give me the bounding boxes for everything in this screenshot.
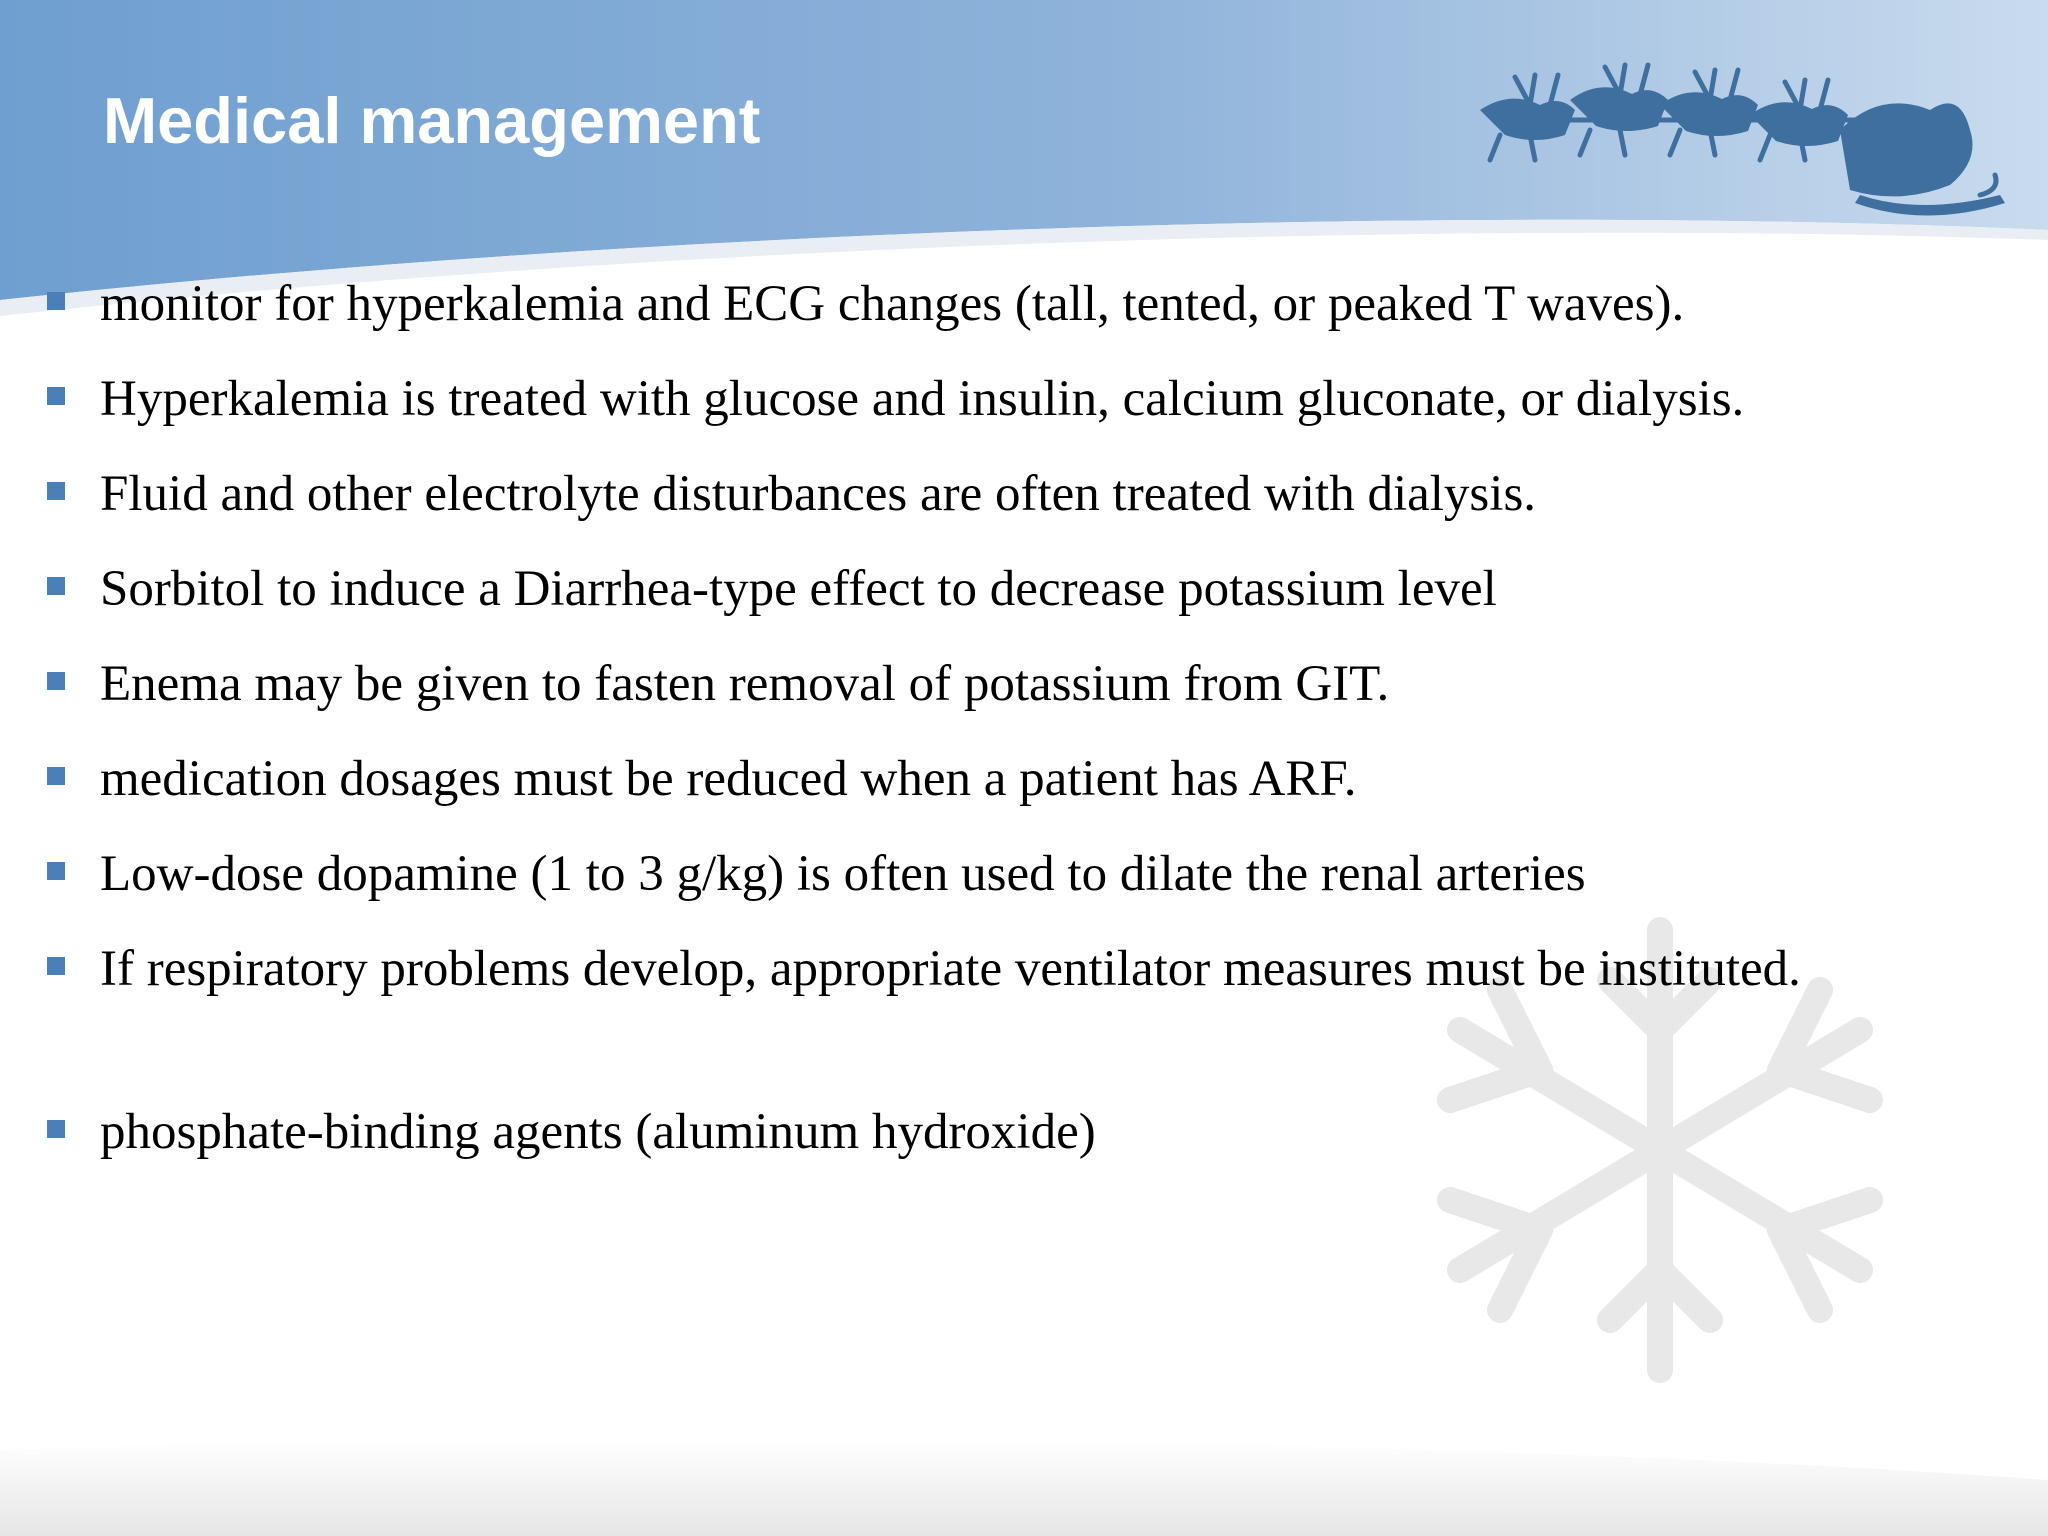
- page-title: Medical management: [103, 84, 761, 157]
- bullet-text: If respiratory problems develop, appropriate ventilator measures must be instituted.: [100, 941, 1801, 997]
- square-bullet-icon: [47, 672, 65, 690]
- bullet-text: Low-dose dopamine (1 to 3 g/kg) is often used to dilate the renal arteries: [100, 846, 1586, 902]
- footer-band: [0, 1440, 2048, 1536]
- bullet-text: Hyperkalemia is treated with glucose and insulin, calcium gluconate, or dialysis.: [100, 371, 1745, 427]
- reindeer-sleigh-icon: [1460, 20, 2020, 260]
- square-bullet-icon: [47, 482, 65, 500]
- bullet-text: Enema may be given to fasten removal of potassium from GIT.: [100, 656, 1390, 712]
- square-bullet-icon: [47, 862, 65, 880]
- bullet-text: monitor for hyperkalemia and ECG changes (tall, tented, or peaked T waves).: [100, 276, 1685, 332]
- square-bullet-icon: [47, 957, 65, 975]
- bullet-text: medication dosages must be reduced when a patient has ARF.: [100, 751, 1357, 807]
- bullet-text: Fluid and other electrolyte disturbances are often treated with dialysis.: [100, 466, 1537, 522]
- bullet-text: phosphate-binding agents (aluminum hydroxide): [100, 1104, 1096, 1160]
- square-bullet-icon: [47, 387, 65, 405]
- bullet-text: Sorbitol to induce a Diarrhea-type effect to decrease potassium level: [100, 561, 1497, 617]
- square-bullet-icon: [47, 1120, 65, 1138]
- square-bullet-icon: [47, 767, 65, 785]
- square-bullet-icon: [47, 292, 65, 310]
- square-bullet-icon: [47, 577, 65, 595]
